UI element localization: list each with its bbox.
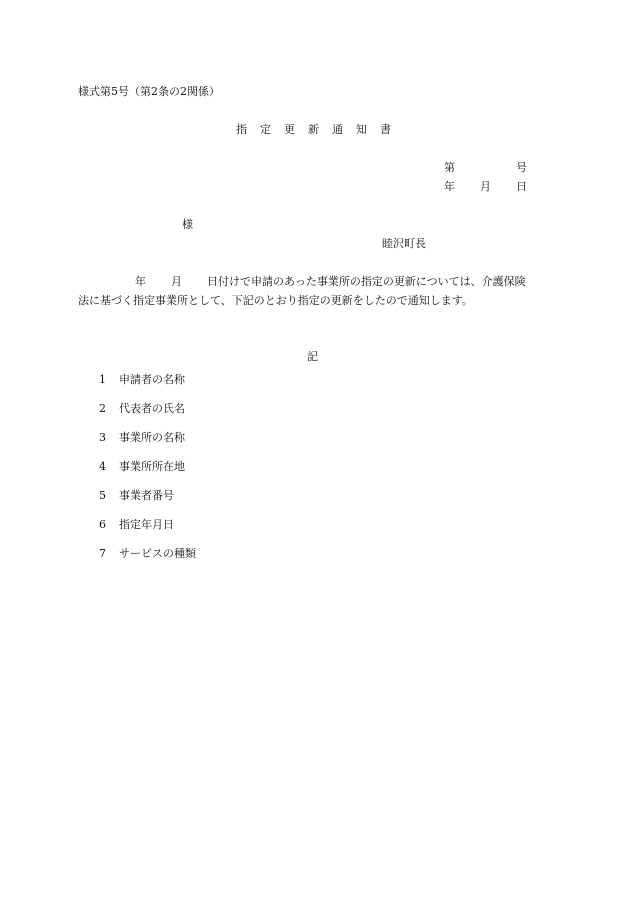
- ki-heading: 記: [307, 350, 318, 363]
- item-number: 3: [99, 431, 106, 444]
- item-number: 4: [99, 460, 106, 473]
- item-label: 申請者の名称: [119, 373, 185, 386]
- sender: 睦沢町長: [382, 237, 426, 250]
- item-label: サービスの種類: [119, 547, 196, 560]
- body-line-2: 法に基づく指定事業所として、下記のとおり指定の更新をしたので通知します。: [78, 294, 473, 307]
- body-month: 月: [171, 275, 182, 288]
- item-label: 事業所の名称: [119, 431, 185, 444]
- date-day: 日: [516, 180, 527, 193]
- item-number: 2: [99, 402, 106, 415]
- form-number: 様式第5号（第2条の2関係）: [78, 85, 220, 98]
- list-item: [99, 489, 196, 518]
- item-number: 7: [99, 547, 106, 560]
- body-year: 年: [135, 275, 146, 288]
- item-label: 事業者番号: [119, 489, 174, 502]
- doc-number-suffix: 号: [516, 161, 527, 174]
- list-item: [99, 547, 196, 576]
- date-month: 月: [480, 180, 491, 193]
- list-item: [99, 518, 196, 547]
- item-number: 1: [99, 373, 106, 386]
- item-label: 代表者の氏名: [119, 402, 185, 415]
- item-label: 指定年月日: [119, 518, 174, 531]
- list-item: [99, 373, 196, 402]
- list-item: [99, 431, 196, 460]
- doc-number-prefix: 第: [444, 161, 455, 174]
- addressee-suffix: 様: [182, 218, 193, 231]
- item-number: 6: [99, 518, 106, 531]
- list-item: [99, 460, 196, 489]
- item-number: 5: [99, 489, 106, 502]
- document-title: 指 定 更 新 通 知 書: [236, 123, 392, 136]
- list-item: [99, 402, 196, 431]
- item-list: [99, 373, 196, 576]
- body-line-1-text: 日付けで申請のあった事業所の指定の更新については、介護保険: [207, 275, 526, 288]
- date-year: 年: [444, 180, 455, 193]
- item-label: 事業所所在地: [119, 460, 185, 473]
